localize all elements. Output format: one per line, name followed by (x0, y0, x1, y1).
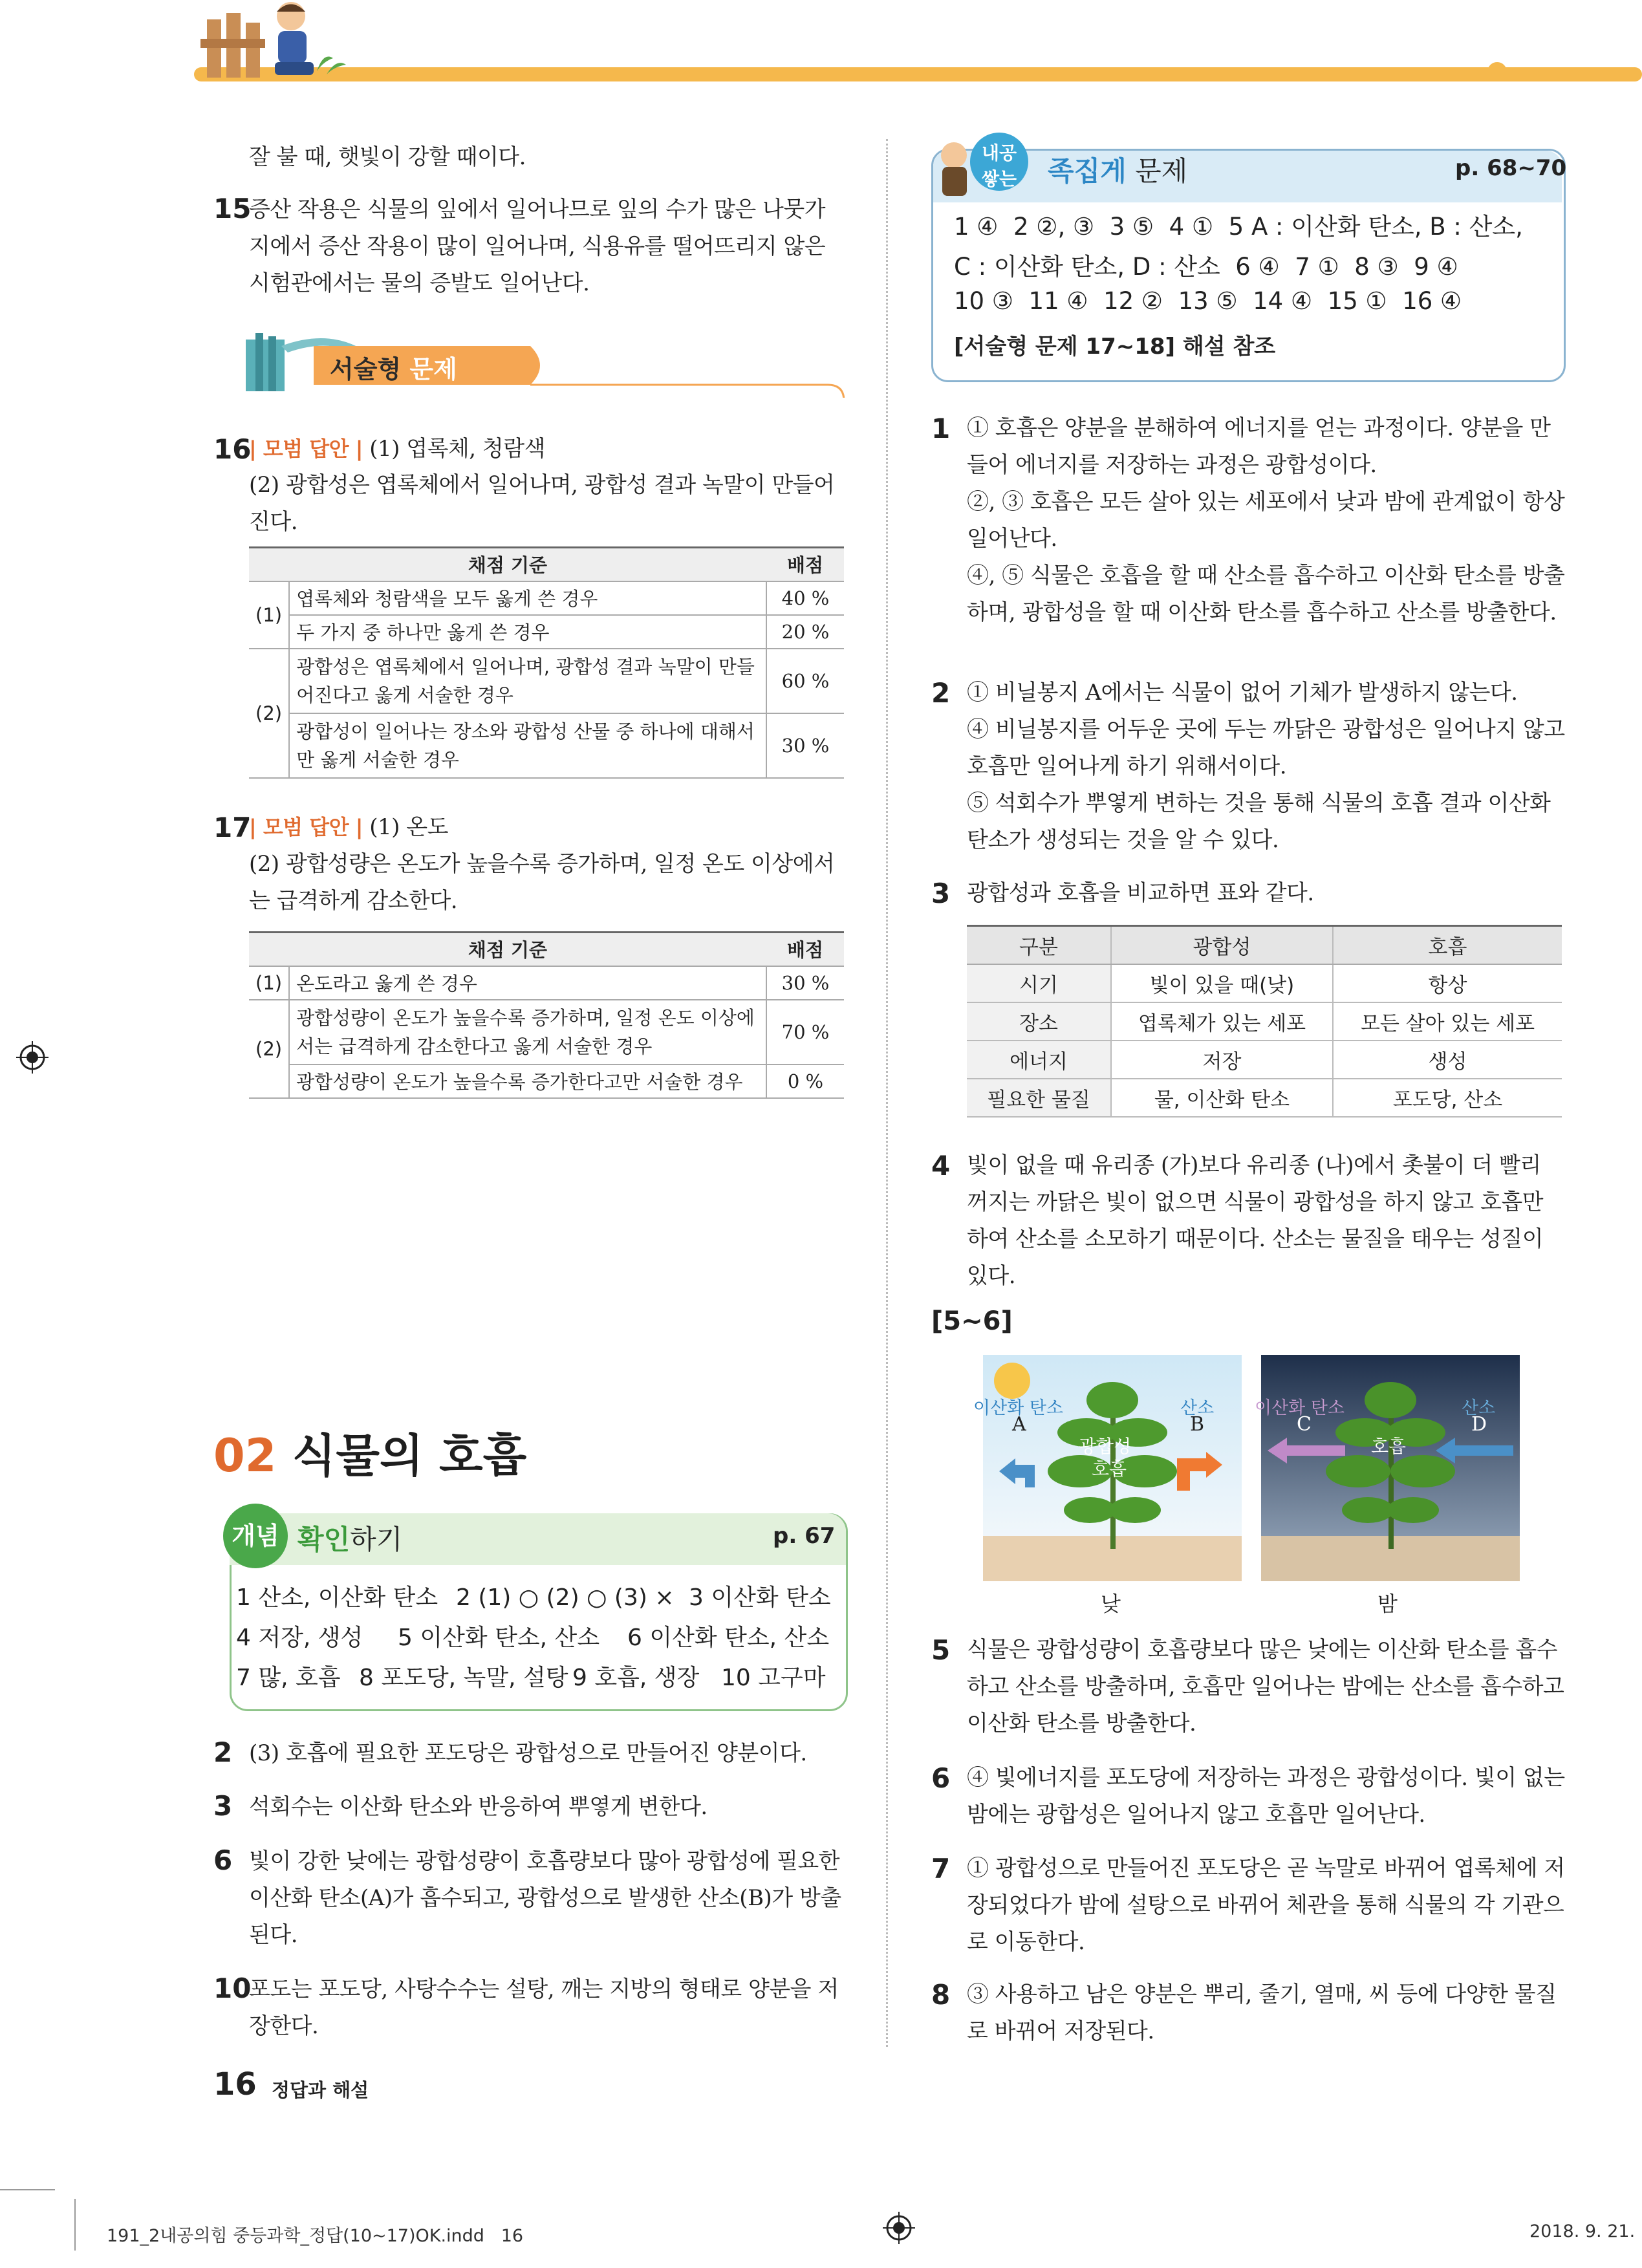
slug-filename: 191_2내공의힘 중등과학_정답(10~17)OK.indd 16 (107, 2226, 524, 2246)
day-center-label-1: 광합성 (1079, 1436, 1132, 1457)
night-co2-label: 이산화 탄소 (1255, 1398, 1345, 1418)
q15-text: 증산 작용은 식물의 잎에서 일어나므로 잎의 수가 많은 나뭇가지에서 증산 작용이 많이 일어나며, 식용유를 떨어뜨리지 않은 시험관에서는 물의 증발도 일어난다. (249, 197, 826, 296)
registration-mark-icon (883, 2212, 915, 2244)
criteria-cell: 광합성량이 온도가 높을수록 증가한다고만 서술한 경우 (289, 1064, 766, 1098)
banner-word2: 문제 (409, 355, 457, 383)
compare-head: 구분 (967, 926, 1111, 965)
note-text: (3) 호흡에 필요한 포도당은 광합성으로 만들어진 양분이다. (249, 1740, 807, 1766)
banner-word1: 서술형 (330, 355, 402, 383)
score-cell: 40 % (766, 581, 844, 615)
item-number: 2 (931, 677, 951, 709)
crop-mark (0, 2189, 55, 2190)
q17-scoring-table (249, 931, 844, 1099)
q17-answer1: (1) 온도 (369, 814, 448, 840)
criteria-header: 채점 기준 (249, 933, 766, 966)
answer-key-row: 10 ③ 11 ④ 12 ② 13 ⑤ 14 ④ 15 ① 16 ④ (954, 287, 1462, 315)
night-o2-label: 산소 (1462, 1398, 1496, 1418)
night-o2-letter: D (1471, 1413, 1487, 1436)
item-text: 광합성과 호흡을 비교하면 표와 같다. (967, 880, 1314, 906)
night-center-label: 호흡 (1371, 1436, 1407, 1457)
item-number: 3 (931, 878, 951, 909)
compare-table (967, 925, 1562, 1118)
item-number: 1 (931, 413, 951, 444)
compare-cell: 생성 (1333, 1041, 1562, 1079)
concept-badge: 개념 (223, 1504, 288, 1568)
compare-head: 광합성 (1111, 926, 1333, 965)
item-number: 3 (213, 1790, 233, 1822)
item-number: 15 (213, 193, 252, 224)
group-label: [5~6] (931, 1306, 1013, 1336)
day-center-label-2: 호흡 (1092, 1458, 1127, 1480)
criteria-cell: 광합성량이 온도가 높을수록 증가하며, 일정 온도 이상에서는 급격하게 감소한다고 옳게 서술한 경우 (289, 1000, 766, 1064)
answer-key-row: 1 ④ 2 ②, ③ 3 ⑤ 4 ① 5 A : 이산화 탄소, B : 산소, (954, 213, 1523, 241)
column-divider (886, 139, 888, 2047)
item-text: ① 비닐봉지 A에서는 식물이 없어 기체가 발생하지 않는다. ④ 비닐봉지를 어두운 곳에 두는 까닭은 광합성은 일어나지 않고 호흡만 일어나게 하기 위해서이다. ⑤ 석회수가 뿌옇게 변하는 것을 통해 식물의 호흡 결과 이산화 탄소가 생성되는 것을 알 수 있다. (967, 680, 1565, 853)
q17-answer2: (2) 광합성량은 온도가 높을수록 증가하며, 일정 온도 이상에서는 급격하게 감소한다. (249, 851, 835, 914)
item-text: ① 광합성으로 만들어진 포도당은 곧 녹말로 바뀌어 엽록체에 저장되었다가 밤에 설탕으로 바뀌어 체관을 통해 식물의 각 기관으로 이동한다. (967, 1855, 1565, 1955)
item-number: 16 (213, 433, 252, 465)
answer-item: 3 이산화 탄소 (689, 1584, 831, 1611)
answer-item: 10 고구마 (721, 1665, 826, 1691)
score-cell: 30 % (766, 966, 844, 1000)
note-text: 포도는 포도당, 사탕수수는 설탕, 깨는 지방의 형태로 양분을 저장한다. (249, 1976, 839, 2039)
gardener-illustration (194, 0, 356, 84)
item-text: 빛이 없을 때 유리종 (가)보다 유리종 (나)에서 촛불이 더 빨리 꺼지는 까닭은 빛이 없으면 식물이 광합성을 하지 않고 호흡만 하여 산소를 소모하기 때문이다. 산소는 물질을 태우는 성질이 있다. (967, 1152, 1544, 1289)
item-number: 6 (213, 1844, 233, 1876)
day-co2-letter: A (1012, 1413, 1026, 1436)
answer-item: 1 산소, 이산화 탄소 (236, 1584, 438, 1611)
day-caption: 낮 (1101, 1592, 1121, 1616)
part-label: (1) (249, 581, 289, 649)
model-answer-label: | 모범 답안 | (249, 815, 363, 839)
section-heading (213, 1420, 526, 1485)
score-cell: 20 % (766, 615, 844, 649)
item-number: 4 (931, 1150, 951, 1182)
concept-answers (236, 1578, 837, 1698)
header-bar (194, 67, 1642, 81)
score-cell: 60 % (766, 649, 844, 713)
q17-line1 (249, 809, 844, 846)
compare-cell: 물, 이산화 탄소 (1111, 1079, 1333, 1117)
concept-title (297, 1518, 402, 1557)
item-text: ④ 빛에너지를 포도당에 저장하는 과정은 광합성이다. 빛이 없는 밤에는 광합성은 일어나지 않고 호흡만 일어난다. (967, 1765, 1565, 1828)
q16-line1 (249, 431, 844, 468)
answer-row (236, 1578, 837, 1618)
q16-scoring-table (249, 546, 844, 779)
slug-date: 2018. 9. 21. (1529, 2221, 1636, 2241)
answer-item: 9 호흡, 생장 (572, 1665, 700, 1691)
criteria-cell: 광합성은 엽록체에서 일어나며, 광합성 결과 녹말이 만들어진다고 옳게 서술한 경우 (289, 649, 766, 713)
criteria-cell: 엽록체와 청람색을 모두 옳게 쓴 경우 (289, 581, 766, 615)
concept-page: p. 67 (773, 1523, 836, 1549)
score-header: 배점 (766, 933, 844, 966)
compare-row-label: 장소 (967, 1002, 1111, 1041)
criteria-header: 채점 기준 (249, 548, 766, 581)
page-number: 16 (213, 2066, 257, 2102)
compare-row-label: 시기 (967, 964, 1111, 1002)
q16-answer1: (1) 엽록체, 청람색 (369, 436, 545, 462)
compare-cell: 저장 (1111, 1041, 1333, 1079)
answer-item: 5 이산화 탄소, 산소 (398, 1625, 600, 1651)
answer-key-pages: p. 68~70 (1455, 155, 1567, 181)
night-panel (1261, 1355, 1520, 1581)
answer-row (236, 1658, 837, 1698)
note-text: 빛이 강한 낮에는 광합성량이 호흡량보다 많아 광합성에 필요한 이산화 탄소(A)가 흡수되고, 광합성으로 발생한 산소(B)가 방출된다. (249, 1848, 841, 1948)
answer-key-title-accent: 족집게 (1048, 155, 1127, 187)
day-o2-label: 산소 (1180, 1398, 1215, 1418)
compare-head: 호흡 (1333, 926, 1562, 965)
compare-cell: 모든 살아 있는 세포 (1333, 1002, 1562, 1041)
answer-key-row: [서술형 문제 17~18] 해설 참조 (954, 334, 1276, 360)
section-title: 식물의 호흡 (292, 1429, 527, 1482)
badge-top-text: 내공 (981, 142, 1017, 164)
score-cell: 0 % (766, 1064, 844, 1098)
score-header: 배점 (766, 548, 844, 581)
banner-title (330, 349, 457, 385)
criteria-cell: 광합성이 일어나는 장소와 광합성 산물 중 하나에 대해서만 옳게 서술한 경우 (289, 713, 766, 778)
answer-key-title-rest: 문제 (1135, 155, 1188, 187)
answer-key-title (1048, 150, 1187, 189)
item-text: ① 호흡은 양분을 분해하여 에너지를 얻는 과정이다. 양분을 만들어 에너지를 저장하는 과정은 광합성이다. ②, ③ 호흡은 모든 살아 있는 세포에서 낮과 밤에 관계없이 항상 일어난다. ④, ⑤ 식물은 호흡을 할 때 산소를 흡수하고 이산화 탄소를 방출하며, 광합성을 할 때 이산화 탄소를 흡수하고 산소를 방출한다. (967, 415, 1565, 625)
answer-item: 6 이산화 탄소, 산소 (627, 1625, 830, 1651)
item-number: 6 (931, 1762, 951, 1794)
header-dot (1487, 62, 1507, 81)
concept-title-accent: 확인 (297, 1524, 351, 1555)
compare-cell: 빛이 있을 때(낮) (1111, 964, 1333, 1002)
item-number: 7 (931, 1853, 951, 1885)
score-cell: 30 % (766, 713, 844, 778)
night-caption: 밤 (1377, 1592, 1398, 1616)
item-text: ③ 사용하고 남은 양분은 뿌리, 줄기, 열매, 씨 등에 다양한 물질로 바뀌어 저장된다. (967, 1982, 1557, 2044)
answer-item: 4 저장, 생성 (236, 1625, 363, 1651)
intro-line: 잘 불 때, 햇빛이 강할 때이다. (249, 144, 526, 170)
answer-item: 8 포도당, 녹말, 설탕 (359, 1665, 568, 1691)
concept-title-rest: 하기 (350, 1524, 403, 1555)
q16-answer2: (2) 광합성은 엽록체에서 일어나며, 광합성 결과 녹말이 만들어진다. (249, 472, 835, 535)
crop-mark (74, 2199, 76, 2251)
score-cell: 70 % (766, 1000, 844, 1064)
item-number: 10 (213, 1972, 252, 2004)
compare-row-label: 에너지 (967, 1041, 1111, 1079)
item-number: 2 (213, 1736, 233, 1768)
registration-mark-icon (16, 1041, 49, 1074)
item-text: 식물은 광합성량이 호흡량보다 많은 낮에는 이산화 탄소를 흡수하고 산소를 방출하며, 호흡만 일어나는 밤에는 산소를 흡수하고 이산화 탄소를 방출한다. (967, 1637, 1564, 1736)
criteria-cell: 두 가지 중 하나만 옳게 쓴 경우 (289, 615, 766, 649)
compare-cell: 포도당, 산소 (1333, 1079, 1562, 1117)
footer-label: 정답과 해설 (272, 2079, 369, 2101)
answer-row (236, 1618, 837, 1658)
day-o2-letter: B (1190, 1413, 1205, 1436)
part-label: (2) (249, 1000, 289, 1098)
day-co2-label: 이산화 탄소 (973, 1398, 1063, 1418)
compare-cell: 항상 (1333, 964, 1562, 1002)
section-number: 02 (213, 1429, 277, 1482)
note-text: 석회수는 이산화 탄소와 반응하여 뿌옇게 변한다. (249, 1794, 708, 1820)
item-number: 5 (931, 1634, 951, 1666)
criteria-cell: 온도라고 옳게 쓴 경우 (289, 966, 766, 1000)
part-label: (2) (249, 649, 289, 778)
badge-bottom-text: 쌓는 (981, 168, 1017, 189)
compare-row-label: 필요한 물질 (967, 1079, 1111, 1117)
night-co2-letter: C (1297, 1413, 1312, 1436)
item-number: 17 (213, 812, 252, 843)
compare-cell: 엽록체가 있는 세포 (1111, 1002, 1333, 1041)
answer-key-row: C : 이산화 탄소, D : 산소 6 ④ 7 ① 8 ③ 9 ④ (954, 253, 1458, 281)
part-label: (1) (249, 966, 289, 1000)
model-answer-label: | 모범 답안 | (249, 437, 363, 461)
item-number: 8 (931, 1979, 951, 2011)
answer-item: 2 (1) ○ (2) ○ (3) × (456, 1584, 675, 1611)
answer-item: 7 많, 호흡 (236, 1665, 341, 1691)
